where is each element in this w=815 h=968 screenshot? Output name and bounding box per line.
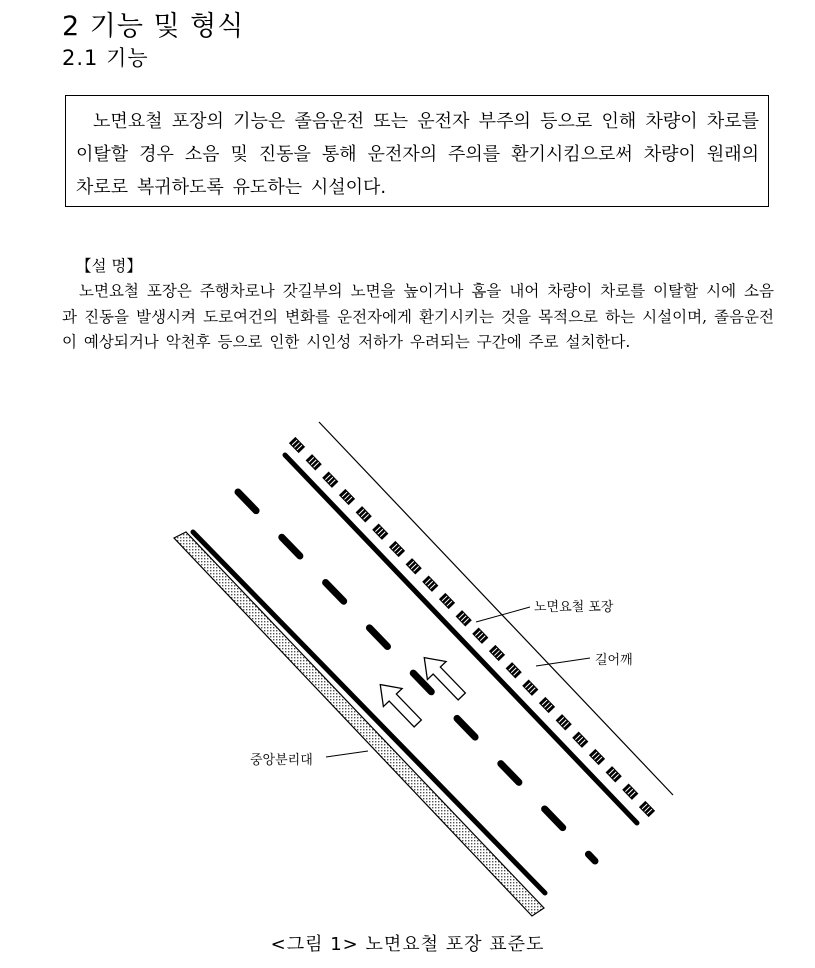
median-barrier xyxy=(174,532,544,916)
direction-arrow xyxy=(415,649,471,706)
rumble-block xyxy=(489,645,505,661)
rumble-block xyxy=(322,472,338,488)
rumble-block xyxy=(506,662,522,678)
definition-box: 노면요철 포장의 기능은 졸음운전 또는 운전자 부주의 등으로 인해 차량이 차로를 이탈할 경우 소음 및 진동을 통해 운전자의 주의를 환기시킴으로써 차량이 원래의 차로로 복귀하도록 유도하는 시설이다. xyxy=(65,95,769,207)
rumble-block xyxy=(589,749,605,765)
rumble-block xyxy=(522,680,538,696)
rumble-strip-blocks xyxy=(289,437,655,817)
shoulder-label: 길어깨 xyxy=(595,653,633,668)
explanation-text: 노면요철 포장은 주행차로나 갓길부의 노면을 높이거나 홈을 내어 차량이 차로를 이탈할 시에 소음과 진동을 발생시켜 도로여건의 변화를 운전자에게 환기시키는 것을 목적으로 하는 시설이며, 졸음운전이 예상되거나 악천후 등으로 인한 시인성 저하가 우려되는 구간에 주로 설치한다. xyxy=(62,282,774,351)
rumble-block xyxy=(339,489,355,505)
rumble-block xyxy=(639,801,655,817)
rumble-block xyxy=(289,437,305,453)
rumble-block xyxy=(356,506,372,522)
explanation-label: 【설 명】 xyxy=(76,257,142,275)
lane-divider-dashed xyxy=(238,492,595,861)
rumble-block xyxy=(556,714,572,730)
median-leader-line xyxy=(326,751,368,757)
rumble-block xyxy=(572,732,588,748)
rumble-block xyxy=(372,524,388,540)
rumble-block xyxy=(539,697,555,713)
edge-line-left xyxy=(193,532,545,893)
section-heading: 2 기능 및 형식 xyxy=(62,11,245,42)
rumble-block xyxy=(606,766,622,782)
rumble-block xyxy=(306,454,322,470)
figure-caption: <그림 1> 노면요철 포장 표준도 xyxy=(270,934,545,955)
edge-line-right xyxy=(285,455,637,823)
rumble-strip-label: 노면요철 포장 xyxy=(534,600,614,615)
rumble-block xyxy=(389,541,405,557)
rumble-block xyxy=(472,628,488,644)
rumble-block xyxy=(439,593,455,609)
rumble-block xyxy=(622,784,638,800)
rumble-block xyxy=(456,610,472,626)
subsection-heading: 2.1 기능 xyxy=(62,46,149,70)
median-label: 중앙분리대 xyxy=(250,753,313,768)
rumble-block xyxy=(422,576,438,592)
rumble-block xyxy=(406,558,422,574)
rumble-leader-line xyxy=(476,607,530,622)
